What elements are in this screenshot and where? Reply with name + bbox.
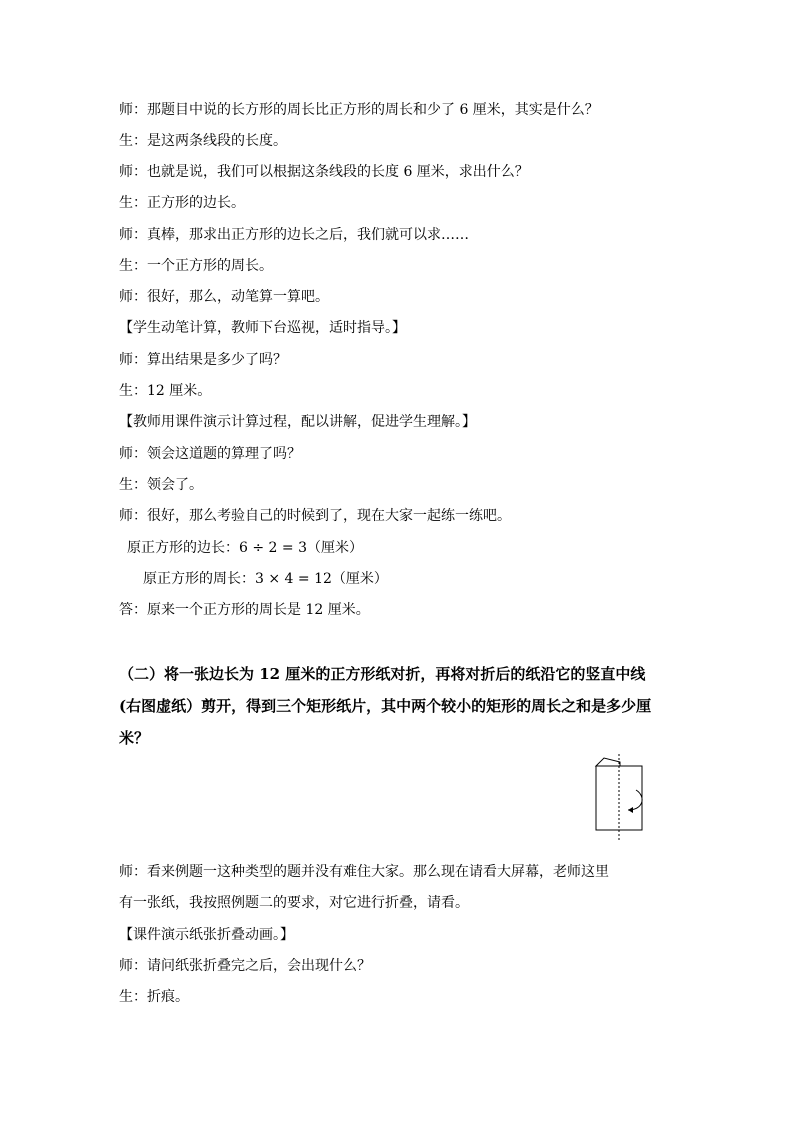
dialogue-line: 生：一个正方形的周长。 [119, 258, 273, 274]
problem-line: (右图虚纸）剪开，得到三个矩形纸片，其中两个较小的矩形的周长之和是多少厘 [119, 697, 652, 715]
dialogue-line: 师：领会这道题的算理了吗？ [119, 446, 301, 462]
problem-statement [119, 658, 679, 754]
dialogue-line: 生：是这两条线段的长度。 [119, 133, 287, 149]
calc-perimeter: 原正方形的周长：3 × 4 = 12（厘米） [143, 571, 388, 587]
problem-line: 米？ [119, 729, 150, 747]
dialogue-line: 师：很好，那么，动笔算一算吧。 [119, 289, 329, 305]
dialogue-line: 师：算出结果是多少了吗？ [119, 352, 287, 368]
stage-direction: 【课件演示纸张折叠动画。】 [119, 927, 294, 943]
dialogue-line: 师：真棒，那求出正方形的边长之后，我们就可以求…… [119, 227, 469, 243]
answer-line: 答：原来一个正方形的周长是 12 厘米。 [119, 602, 370, 618]
dialogue-line: 生：正方形的边长。 [119, 195, 245, 211]
calc-side-length: 原正方形的边长：6 ÷ 2 = 3（厘米） [127, 540, 363, 556]
dialogue-line: 师：请问纸张折叠完之后，会出现什么？ [119, 958, 371, 974]
dialogue-line: 有一张纸，我按照例题二的要求，对它进行折叠，请看。 [119, 895, 469, 911]
dialogue-line: 师：很好，那么考验自己的时候到了，现在大家一起练一练吧。 [119, 508, 511, 524]
dialogue-line: 师：也就是说，我们可以根据这条线段的长度 6 厘米，求出什么？ [119, 164, 529, 180]
stage-direction: 【教师用课件演示计算过程，配以讲解，促进学生理解。】 [119, 414, 476, 430]
problem-line: （二）将一张边长为 12 厘米的正方形纸对折，再将对折后的纸沿它的竖直中线 [119, 665, 646, 683]
dialogue-line: 师：看来例题一这种类型的题并没有难住大家。那么现在请看大屏幕，老师这里 [119, 864, 609, 880]
stage-direction: 【学生动笔计算，教师下台巡视，适时指导。】 [119, 320, 406, 336]
dialogue-line: 生：领会了。 [119, 477, 203, 493]
dialogue-line: 生：折痕。 [119, 989, 189, 1005]
dialogue-line: 师：那题目中说的长方形的周长比正方形的周长和少了 6 厘米，其实是什么？ [119, 102, 599, 118]
folded-paper-figure [584, 752, 654, 842]
dialogue-line: 生：12 厘米。 [119, 383, 212, 399]
